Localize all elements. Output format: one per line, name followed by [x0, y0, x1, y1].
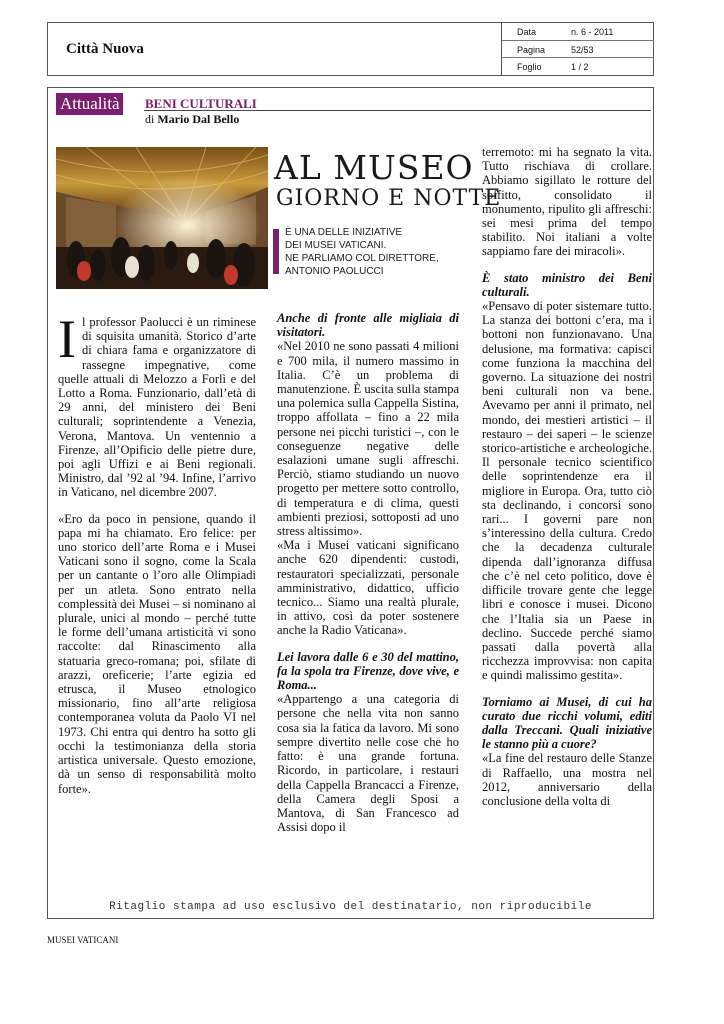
paragraph-gap: [277, 638, 459, 650]
paragraph: «Nel 2010 ne sono passati 4 milioni e 700 mila, il numero massimo in Italia. C’è un problema di manutenzione. È uscita sulla stampa una polemica sulla Cappella Sistina, troppo affollata – fino a 22 mila persone nei picchi turistici –, con le conseguenze negative delle esalazioni umane sugli affreschi. Perciò, stiamo studiando un nuovo progetto per mettere sotto controllo, di temperatura e di clima, questi ambienti preziosi, sottoposti ad uno stress altissimo».: [277, 339, 459, 539]
article-subtitle: GIORNO E NOTTE: [276, 186, 502, 211]
article-deck: [285, 226, 475, 278]
byline-prefix: di: [145, 112, 155, 126]
deck-accent-bar: [273, 229, 279, 274]
deck-line: DEI MUSEI VATICANI.: [285, 240, 387, 251]
meta-value: 52/53: [571, 45, 594, 55]
text-column-1: [58, 309, 256, 796]
paragraph: «Ma i Musei vaticani significano anche 620 dipendenti: custodi, restauratori specializzati, personale amministrativo, didattico, ufficio tecnico... Siamo una realtà plurale, in attivo, così da poter sostenere anche la Radio Vaticana».: [277, 538, 459, 638]
paragraph-gap: [482, 683, 652, 695]
section-label: BENI CULTURALI: [145, 96, 257, 111]
meta-row-page: [502, 40, 654, 58]
gallery-photo: [56, 147, 268, 289]
paragraph: l professor Paolucci è un riminese di squisita umanità. Storico d’arte di chiara fama e organizzatore di rassegne impegnative, come quelle attuali di Melozzo a Forlì e del Lotto a Roma. Funzionario, dall’età di 29 anni, del ministero dei Beni culturali; soprintendente a Venezia, Verona, Mantova. Un ventennio a Firenze, all’Opificio delle pietre dure, poi agli Uffizi e ai Beni regionali. Ministro, dal ’92 al ’94. Infine, l’arrivo in Vaticano, nel dicembre 2007.: [58, 315, 256, 500]
paragraph-gap: [482, 259, 652, 271]
section-divider: [144, 110, 651, 111]
rubric-label: Attualità: [56, 93, 123, 115]
publication-name: Città Nuova: [66, 41, 144, 57]
meta-label: Foglio: [517, 62, 542, 72]
byline-author: Mario Dal Bello: [157, 112, 240, 126]
interview-question: Anche di fronte alle migliaia di visitatori.: [277, 311, 459, 340]
clipping-meta-table: [501, 23, 654, 75]
reproduction-notice: Ritaglio stampa ad uso esclusivo del destinatario, non riproducibile: [109, 901, 592, 913]
paragraph: terremoto: mi ha segnato la vita. Tutto rischiava di crollare. Abbiamo sigillato le rotture del soffitto, consolidato il monumento, ripulito gli affreschi: sei mesi prima del tempo stabilito. Noi italiani a volte sappiamo fare dei miracoli».: [482, 145, 652, 259]
paragraph: «Pensavo di poter sistemare tutto. La stanza dei bottoni c’era, ma i bottoni non funzionavano. Una delusione, ma formativa: capisci come funziona la macchina del governo. La situazione dei nostri beni culturali non va bene. Avevamo per anni il primato, nel mondo, dei mestieri artistici – il restauro – dei saperi – le scienze storico-artistiche e archeologiche. Il personale tecnico scientifico delle soprintendenze era il migliore in Europa. Ora, tutto ciò sta declinando, i concorsi sono rari... I governi pare non s’interessino della cultura. Credo che la decadenza culturale dipenda dall’ignoranza diffusa che c’è nel ceto politico, dove è difficile trovare gente che legge libri e conosce i musei. Dicono che l’Italia sia un Paese in declino. Succede perché siamo passati dalla povertà alla ricchezza improvvisa: non capita e quindi malissimo gestita».: [482, 299, 652, 683]
interview-question: Lei lavora dalle 6 e 30 del mattino, fa la spola tra Firenze, dove vive, e Roma...: [277, 649, 459, 693]
source-label: MUSEI VATICANI: [47, 935, 119, 945]
article-title: AL MUSEO: [274, 148, 474, 187]
meta-label: Pagina: [517, 45, 546, 55]
clipping-header: [47, 22, 654, 76]
drop-cap: I: [58, 309, 76, 369]
text-column-3: [482, 145, 652, 808]
deck-line: È UNA DELLE INIZIATIVE: [285, 227, 403, 238]
meta-row-sheet: [502, 57, 654, 75]
interview-question: Torniamo ai Musei, di cui ha curato due ricchi volumi, editi dalla Treccani. Quali iniziative le stanno più a cuore?: [482, 694, 652, 752]
paragraph: «La fine del restauro delle Stanze di Raffaello, una mostra nel 2012, anniversario della conclusione della volta di: [482, 751, 652, 808]
gallery-photo-illustration: [56, 147, 268, 289]
article-clipping: [47, 87, 654, 919]
deck-line: ANTONIO PAOLUCCI: [285, 266, 384, 277]
deck-line: NE PARLIAMO COL DIRETTORE,: [285, 253, 439, 264]
text-column-2: [277, 311, 459, 834]
meta-value: n. 6 - 2011: [571, 27, 614, 37]
paragraph: «Appartengo a una categoria di persone che nella vita non sanno cosa sia la fatica da lavoro. Mi sono sempre divertito nelle cose che ho fatto: è una grande fortuna. Ricordo, in particolare, i restauri della Cappella Brancacci a Firenze, della Camera degli Sposi a Mantova, di San Francesco ad Assisi dopo il: [277, 692, 459, 835]
meta-label: Data: [517, 27, 537, 37]
paragraph: «Ero da poco in pensione, quando il papa mi ha chiamato. Ero felice: per uno storico dell’arte Roma e i Musei Vaticani sono il sogno, come la Scala per un cantante o l’oro alle Olimpiadi per un atleta. Sono entrato nella complessità dei Musei – si nominano al plurale, unici al mondo – perché tutte le forme dell’umana artisticità vi sono raccolte: dal Rinascimento alla statuaria greco-romana; poi, sfilate di arazzi, oreficerie; l’arte egizia ed etrusca, il Museo etnologico missionario, fino all’arte religiosa contemporanea voluta da Paolo VI nel 1973. Chi entra qui dentro ha sotto gli occhi la testimonianza della storia artistica universale. Questo emozione, dà un senso di responsabilità molto forte».: [58, 511, 256, 796]
meta-value: 1 / 2: [571, 62, 589, 72]
interview-question: È stato ministro dei Beni culturali.: [482, 270, 652, 299]
byline: [145, 112, 239, 127]
meta-row-date: [502, 23, 654, 40]
